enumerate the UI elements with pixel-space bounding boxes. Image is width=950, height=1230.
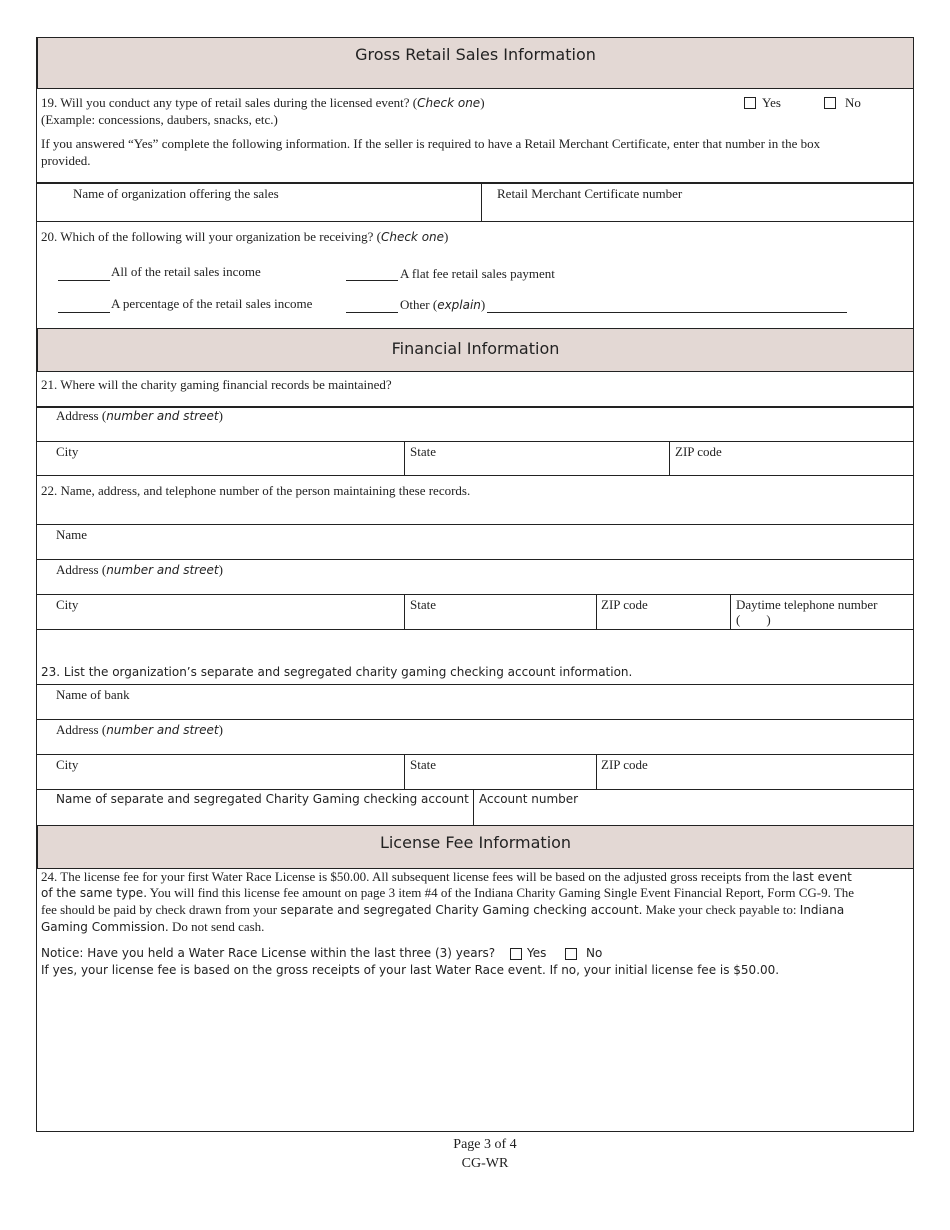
q21-state-label: State xyxy=(410,444,436,459)
q19-instruction-1: If you answered “Yes” complete the following information. If the seller is required to have a Retail Merchant Certificate, enter that number in the box xyxy=(41,136,821,151)
section-title-license: License Fee Information xyxy=(379,833,572,852)
footer-form-id: CG-WR xyxy=(461,1156,509,1171)
divider xyxy=(596,594,597,629)
notice-no-label: No xyxy=(586,946,603,960)
divider xyxy=(404,594,405,629)
divider xyxy=(37,221,914,222)
q23-state-label: State xyxy=(410,757,436,772)
divider xyxy=(37,754,914,755)
section-title-retail: Gross Retail Sales Information xyxy=(355,45,596,64)
q23-city-label: City xyxy=(56,757,79,772)
q19-yes-checkbox[interactable] xyxy=(744,97,756,109)
q24-line-3: fee should be paid by check drawn from your separate and segregated Charity Gaming checking account. Make your check payable to: Indiana xyxy=(41,902,845,917)
footer-page-number: Page 3 of 4 xyxy=(453,1137,517,1152)
opt-flat-blank[interactable] xyxy=(346,280,398,281)
divider xyxy=(37,594,914,595)
q19-instruction-2: provided. xyxy=(41,153,91,168)
divider xyxy=(37,684,914,685)
q19-no-label: No xyxy=(845,95,861,110)
divider xyxy=(730,594,731,629)
opt-all-blank[interactable] xyxy=(58,280,110,281)
q22-phone-label: Daytime telephone number xyxy=(736,597,878,612)
q23-account-name-label: Name of separate and segregated Charity Gaming checking account xyxy=(56,792,469,806)
section-header-license xyxy=(37,825,914,869)
divider xyxy=(404,441,405,475)
q21-zip-label: ZIP code xyxy=(675,444,722,459)
section-header-retail xyxy=(37,37,914,89)
opt-other-label: Other (explain) xyxy=(400,297,486,312)
divider xyxy=(596,754,597,789)
q24-line-4: Gaming Commission. Do not send cash. xyxy=(41,919,265,934)
divider xyxy=(37,719,914,720)
q19-yes-label: Yes xyxy=(762,95,781,110)
opt-pct-blank[interactable] xyxy=(58,312,110,313)
opt-pct-label: A percentage of the retail sales income xyxy=(111,296,313,311)
notice-yes-label: Yes xyxy=(527,946,547,960)
opt-all-label: All of the retail sales income xyxy=(111,264,261,279)
q23-question: 23. List the organization’s separate and segregated charity gaming checking account information. xyxy=(41,665,633,679)
org-name-label: Name of organization offering the sales xyxy=(73,186,279,201)
divider xyxy=(37,629,914,630)
notice-yes-checkbox[interactable] xyxy=(510,948,522,960)
section-title-financial: Financial Information xyxy=(391,339,560,358)
section-header-financial xyxy=(37,328,914,372)
q22-zip-label: ZIP code xyxy=(601,597,648,612)
q23-account-number-label: Account number xyxy=(479,792,579,806)
divider xyxy=(37,475,914,476)
divider xyxy=(37,182,914,184)
divider xyxy=(404,754,405,789)
q24-line-1: 24. The license fee for your first Water Race License is $50.00. All subsequent license fees will be based on the adjusted gross receipts from the last event xyxy=(41,869,852,884)
divider xyxy=(37,524,914,525)
q20-question: 20. Which of the following will your organization be receiving? (Check one) xyxy=(41,229,449,244)
q22-name-label: Name xyxy=(56,527,88,542)
opt-flat-label: A flat fee retail sales payment xyxy=(400,266,555,281)
q22-question: 22. Name, address, and telephone number of the person maintaining these records. xyxy=(41,483,471,498)
divider xyxy=(37,441,914,442)
opt-other-explain-line[interactable] xyxy=(487,312,847,313)
q22-state-label: State xyxy=(410,597,436,612)
q23-address-label: Address (number and street) xyxy=(56,722,223,737)
divider xyxy=(481,183,482,221)
q19-question: 19. Will you conduct any type of retail sales during the licensed event? (Check one) xyxy=(41,95,485,110)
notice-followup: If yes, your license fee is based on the gross receipts of your last Water Race event. If no, your initial license fee is $50.00. xyxy=(41,963,780,977)
divider xyxy=(473,789,474,825)
divider xyxy=(669,441,670,475)
q19-example: (Example: concessions, daubers, snacks, etc.) xyxy=(41,112,278,127)
q22-city-label: City xyxy=(56,597,79,612)
q23-bank-label: Name of bank xyxy=(56,687,130,702)
q22-phone-paren: ( ) xyxy=(736,612,771,627)
divider xyxy=(37,559,914,560)
notice-question: Notice: Have you held a Water Race License within the last three (3) years? xyxy=(41,946,496,960)
opt-other-blank[interactable] xyxy=(346,312,398,313)
q19-no-checkbox[interactable] xyxy=(824,97,836,109)
q24-line-2: of the same type. You will find this license fee amount on page 3 item #4 of the Indiana Charity Gaming Single Event Financial Report, Form CG-9. The xyxy=(41,885,855,900)
q22-address-label: Address (number and street) xyxy=(56,562,223,577)
q23-zip-label: ZIP code xyxy=(601,757,648,772)
divider xyxy=(37,789,914,790)
cert-number-label: Retail Merchant Certificate number xyxy=(497,186,683,201)
q21-question: 21. Where will the charity gaming financial records be maintained? xyxy=(41,377,392,392)
notice-no-checkbox[interactable] xyxy=(565,948,577,960)
q21-address-label: Address (number and street) xyxy=(56,408,223,423)
q21-city-label: City xyxy=(56,444,79,459)
